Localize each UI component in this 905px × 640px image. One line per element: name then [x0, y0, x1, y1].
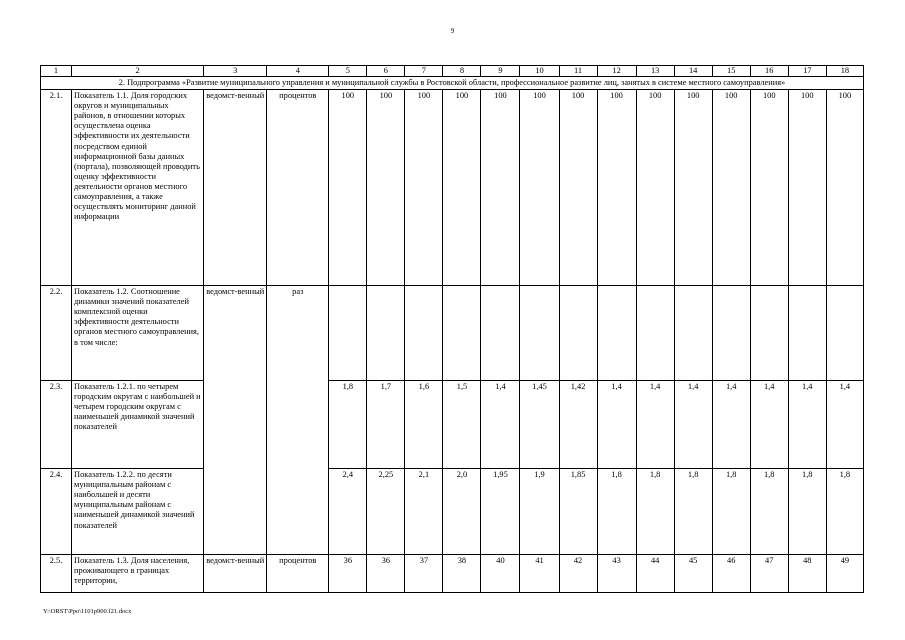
value-cell: 2,25: [367, 469, 405, 555]
column-number-cell: 5: [329, 66, 367, 77]
value-cell: 1,4: [597, 381, 636, 469]
value-cell: 38: [443, 555, 481, 593]
indicators-table: [40, 65, 864, 593]
value-cell: [520, 286, 559, 381]
value-cell: 100: [712, 90, 750, 286]
value-cell: 1,4: [750, 381, 788, 469]
column-number-cell: 7: [405, 66, 443, 77]
indicator-name-cell: Показатель 1.2.2. по десяти муниципальным районам с наибольшей и десяти муниципальным районам с наименьшей динамикой значений показателей: [72, 469, 204, 555]
value-cell: 1,4: [712, 381, 750, 469]
value-cell: [712, 286, 750, 381]
unit-cell: процентов: [267, 90, 329, 286]
column-number-cell: 12: [597, 66, 636, 77]
value-cell: 100: [788, 90, 826, 286]
page-number: 9: [450, 27, 455, 35]
value-cell: 100: [405, 90, 443, 286]
value-cell: 1,5: [443, 381, 481, 469]
value-cell: 46: [712, 555, 750, 593]
value-cell: 1,4: [481, 381, 520, 469]
value-cell: 1,8: [674, 469, 712, 555]
value-cell: 2,1: [405, 469, 443, 555]
column-number-cell: 13: [636, 66, 674, 77]
column-number-cell: 15: [712, 66, 750, 77]
value-cell: 1,8: [750, 469, 788, 555]
value-cell: 37: [405, 555, 443, 593]
column-number-cell: 10: [520, 66, 559, 77]
value-cell: [405, 286, 443, 381]
value-cell: 2,4: [329, 469, 367, 555]
value-cell: 100: [674, 90, 712, 286]
column-number-cell: 1: [41, 66, 72, 77]
unit-cell: раз: [267, 286, 329, 555]
column-number-cell: 4: [267, 66, 329, 77]
column-number-cell: 17: [788, 66, 826, 77]
table-row: [41, 555, 864, 593]
value-cell: 100: [636, 90, 674, 286]
value-cell: [443, 286, 481, 381]
value-cell: [636, 286, 674, 381]
indicator-name-cell: Показатель 1.1. Доля городских округов и муниципальных районов, в отношении которых осуществлена оценка эффективности их деятельности посредством единой информационной базы данных (портала), позволяющей проводить оценку эффективности деятельности органов местного самоуправления, а также осуществлять мониторинг данной информации: [72, 90, 204, 286]
value-cell: 1,85: [559, 469, 597, 555]
value-cell: 43: [597, 555, 636, 593]
unit-cell: процентов: [267, 555, 329, 593]
value-cell: 45: [674, 555, 712, 593]
value-cell: 36: [367, 555, 405, 593]
indicator-name-cell: Показатель 1.2.1. по четырем городским округам с наибольшей и четырем городским округам с наименьшей динамикой значений показателей: [72, 381, 204, 469]
value-cell: 100: [597, 90, 636, 286]
value-cell: 1,45: [520, 381, 559, 469]
value-cell: 1,4: [636, 381, 674, 469]
value-cell: 100: [826, 90, 863, 286]
column-number-cell: 6: [367, 66, 405, 77]
value-cell: 1,9: [520, 469, 559, 555]
value-cell: 44: [636, 555, 674, 593]
value-cell: [826, 286, 863, 381]
row-number-cell: 2.3.: [41, 381, 72, 469]
value-cell: [559, 286, 597, 381]
value-cell: 1,6: [405, 381, 443, 469]
value-cell: 2,0: [443, 469, 481, 555]
column-number-row: [41, 66, 864, 77]
indicator-type-cell: ведомст-венный: [204, 90, 267, 286]
value-cell: [788, 286, 826, 381]
value-cell: 100: [367, 90, 405, 286]
value-cell: 1,8: [712, 469, 750, 555]
value-cell: 48: [788, 555, 826, 593]
row-number-cell: 2.2.: [41, 286, 72, 381]
column-number-cell: 14: [674, 66, 712, 77]
value-cell: 47: [750, 555, 788, 593]
column-number-cell: 3: [204, 66, 267, 77]
table-row: [41, 286, 864, 381]
value-cell: [674, 286, 712, 381]
value-cell: [367, 286, 405, 381]
value-cell: 1,8: [597, 469, 636, 555]
value-cell: [329, 286, 367, 381]
subprogram-title: 2. Подпрограмма «Развитие муниципального управления и муниципальной службы в Ростовской области, профессиональное развитие лиц, занятых в системе местного самоуправления»: [41, 77, 864, 90]
value-cell: 1,8: [636, 469, 674, 555]
column-number-cell: 11: [559, 66, 597, 77]
row-number-cell: 2.1.: [41, 90, 72, 286]
value-cell: [750, 286, 788, 381]
value-cell: 100: [481, 90, 520, 286]
column-number-cell: 9: [481, 66, 520, 77]
table-row: [41, 469, 864, 555]
value-cell: 100: [329, 90, 367, 286]
column-number-cell: 16: [750, 66, 788, 77]
value-cell: 1,4: [826, 381, 863, 469]
value-cell: 1,4: [788, 381, 826, 469]
value-cell: 100: [443, 90, 481, 286]
value-cell: 36: [329, 555, 367, 593]
subprogram-title-row: [41, 77, 864, 90]
table-row: [41, 90, 864, 286]
value-cell: 40: [481, 555, 520, 593]
value-cell: [597, 286, 636, 381]
row-number-cell: 2.5.: [41, 555, 72, 593]
value-cell: 100: [559, 90, 597, 286]
value-cell: 1,4: [674, 381, 712, 469]
column-number-cell: 8: [443, 66, 481, 77]
value-cell: 100: [750, 90, 788, 286]
indicator-name-cell: Показатель 1.3. Доля населения, проживающего в границах территории,: [72, 555, 204, 593]
value-cell: [481, 286, 520, 381]
value-cell: 49: [826, 555, 863, 593]
table-row: [41, 381, 864, 469]
value-cell: 42: [559, 555, 597, 593]
column-number-cell: 2: [72, 66, 204, 77]
row-number-cell: 2.4.: [41, 469, 72, 555]
indicator-type-cell: ведомст-венный: [204, 286, 267, 555]
column-number-cell: 18: [826, 66, 863, 77]
value-cell: 1,8: [826, 469, 863, 555]
value-cell: 1,8: [329, 381, 367, 469]
value-cell: 1,95: [481, 469, 520, 555]
footer-file-path: Y:\ORST\Ppo\1101p900.f21.docx: [43, 608, 132, 615]
value-cell: 1,8: [788, 469, 826, 555]
indicator-type-cell: ведомст-венный: [204, 555, 267, 593]
indicator-name-cell: Показатель 1.2. Соотношение динамики значений показателей комплексной оценки эффективности деятельности органов местного самоуправления, в том числе:: [72, 286, 204, 381]
value-cell: 1,42: [559, 381, 597, 469]
value-cell: 41: [520, 555, 559, 593]
value-cell: 1,7: [367, 381, 405, 469]
value-cell: 100: [520, 90, 559, 286]
